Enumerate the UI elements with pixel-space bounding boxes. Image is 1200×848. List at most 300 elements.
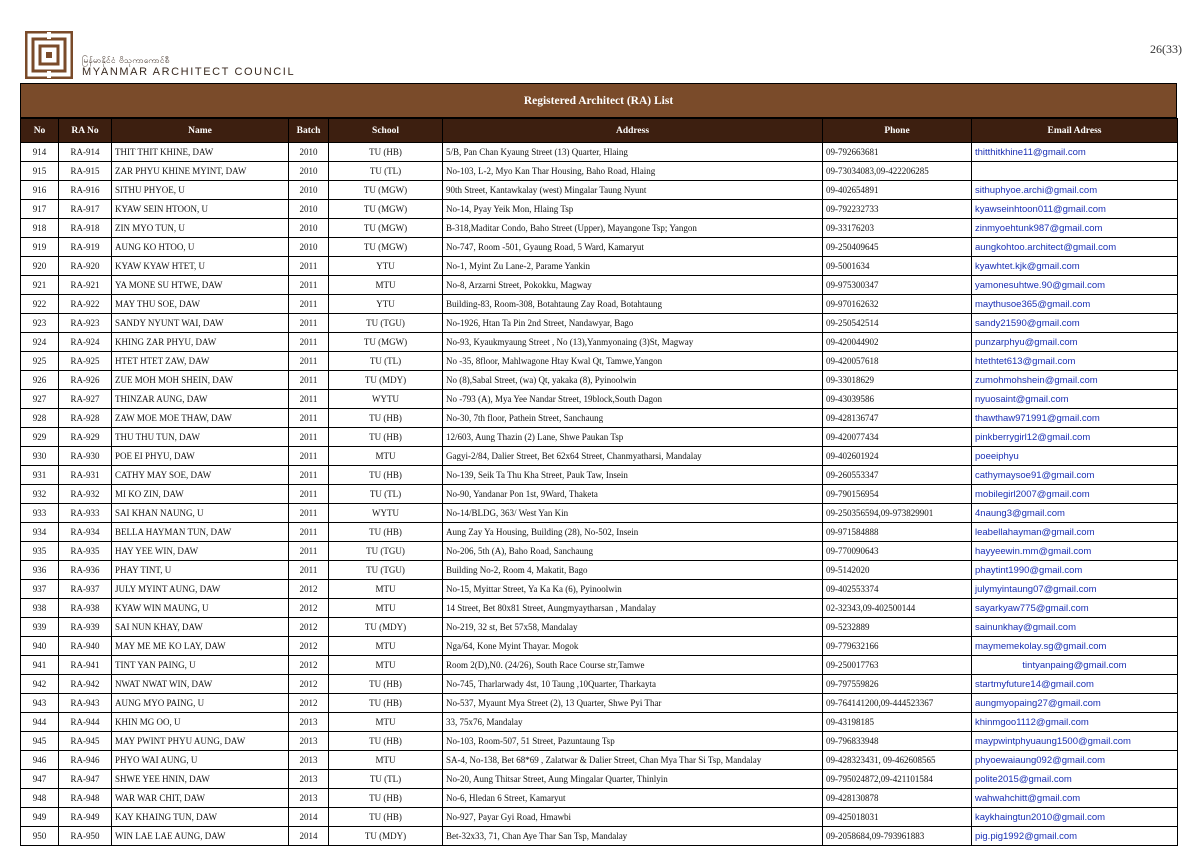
cell-address: No-1926, Htan Ta Pin 2nd Street, Nandawyar, Bago [443, 314, 823, 333]
cell-name: ZUE MOH MOH SHEIN, DAW [112, 371, 289, 390]
cell-batch: 2011 [289, 295, 329, 314]
cell-address: Bet-32x33, 71, Chan Aye Thar San Tsp, Mandalay [443, 827, 823, 846]
cell-name: KHIN MG OO, U [112, 713, 289, 732]
cell-phone: 09-428130878 [823, 789, 972, 808]
cell-address: No -793 (A), Mya Yee Nandar Street, 19block,South Dagon [443, 390, 823, 409]
cell-ra-no: RA-923 [59, 314, 112, 333]
table-row [21, 257, 1178, 276]
cell-address: No-14/BLDG, 363/ West Yan Kin [443, 504, 823, 523]
cell-batch: 2012 [289, 618, 329, 637]
table-row [21, 200, 1178, 219]
cell-batch: 2012 [289, 580, 329, 599]
cell-email[interactable]: khinmgoo1112@gmail.com [972, 713, 1178, 732]
cell-school: TU (MDY) [329, 618, 443, 637]
cell-no: 943 [21, 694, 59, 713]
cell-name: MI KO ZIN, DAW [112, 485, 289, 504]
column-header-no: No [21, 119, 59, 143]
cell-email[interactable]: thawthaw971991@gmail.com [972, 409, 1178, 428]
cell-batch: 2011 [289, 447, 329, 466]
cell-no: 918 [21, 219, 59, 238]
cell-address: Building-83, Room-308, Botahtaung Zay Road, Botahtaung [443, 295, 823, 314]
cell-email[interactable]: sandy21590@gmail.com [972, 314, 1178, 333]
cell-email[interactable]: kyawseinhtoon011@gmail.com [972, 200, 1178, 219]
table-row [21, 808, 1178, 827]
table-row [21, 219, 1178, 238]
cell-address: 5/B, Pan Chan Kyaung Street (13) Quarter, Hlaing [443, 143, 823, 162]
cell-address: No-15, Myittar Street, Ya Ka Ka (6), Pyinoolwin [443, 580, 823, 599]
cell-no: 941 [21, 656, 59, 675]
cell-name: WAR WAR CHIT, DAW [112, 789, 289, 808]
cell-address: No-206, 5th (A), Baho Road, Sanchaung [443, 542, 823, 561]
table-row [21, 428, 1178, 447]
cell-ra-no: RA-948 [59, 789, 112, 808]
cell-email[interactable]: mobilegirl2007@gmail.com [972, 485, 1178, 504]
cell-no: 940 [21, 637, 59, 656]
cell-no: 932 [21, 485, 59, 504]
cell-school: TU (HB) [329, 732, 443, 751]
cell-no: 942 [21, 675, 59, 694]
cell-no: 936 [21, 561, 59, 580]
cell-name: MAY ME ME KO LAY, DAW [112, 637, 289, 656]
cell-email: poeeiphyu [972, 447, 1178, 466]
cell-batch: 2010 [289, 200, 329, 219]
table-row [21, 637, 1178, 656]
cell-school: TU (TGU) [329, 542, 443, 561]
cell-school: TU (TGU) [329, 314, 443, 333]
cell-phone: 09-971584888 [823, 523, 972, 542]
cell-email[interactable]: polite2015@gmail.com [972, 770, 1178, 789]
table-row [21, 295, 1178, 314]
cell-school: TU (MDY) [329, 827, 443, 846]
cell-no: 949 [21, 808, 59, 827]
cell-school: TU (MGW) [329, 219, 443, 238]
cell-name: ZAR PHYU KHINE MYINT, DAW [112, 162, 289, 181]
cell-phone: 09-425018031 [823, 808, 972, 827]
cell-email[interactable]: pinkberrygirl12@gmail.com [972, 428, 1178, 447]
cell-email[interactable]: tintyanpaing@gmail.com [972, 656, 1178, 675]
cell-ra-no: RA-931 [59, 466, 112, 485]
cell-address: No-93, Kyaukmyaung Street , No (13),Yanmyonaing (3)St, Magway [443, 333, 823, 352]
cell-no: 946 [21, 751, 59, 770]
cell-name: HAY YEE WIN, DAW [112, 542, 289, 561]
column-header-name: Name [112, 119, 289, 143]
table-row [21, 732, 1178, 751]
cell-email[interactable]: maypwintphyuaung1500@gmail.com [972, 732, 1178, 751]
column-header-batch: Batch [289, 119, 329, 143]
org-name-mm: မြန်မာနိုင်ငံ ဗိသုကာကောင်စီ [82, 56, 170, 65]
cell-no: 927 [21, 390, 59, 409]
table-row [21, 238, 1178, 257]
cell-school: TU (TGU) [329, 561, 443, 580]
cell-phone: 09-402654891 [823, 181, 972, 200]
cell-address: No-927, Payar Gyi Road, Hmawbi [443, 808, 823, 827]
cell-email[interactable]: thitthitkhine11@gmail.com [972, 143, 1178, 162]
cell-address: Aung Zay Ya Housing, Building (28), No-502, Insein [443, 523, 823, 542]
cell-ra-no: RA-919 [59, 238, 112, 257]
cell-ra-no: RA-925 [59, 352, 112, 371]
cell-phone: 09-5001634 [823, 257, 972, 276]
cell-ra-no: RA-922 [59, 295, 112, 314]
cell-no: 921 [21, 276, 59, 295]
cell-phone: 09-420044902 [823, 333, 972, 352]
column-header-address: Address [443, 119, 823, 143]
table-row [21, 542, 1178, 561]
cell-phone: 09-795024872,09-421101584 [823, 770, 972, 789]
cell-batch: 2013 [289, 789, 329, 808]
cell-name: TINT YAN PAING, U [112, 656, 289, 675]
cell-batch: 2010 [289, 219, 329, 238]
column-header-ra-no: RA No [59, 119, 112, 143]
cell-name: THIT THIT KHINE, DAW [112, 143, 289, 162]
table-row [21, 675, 1178, 694]
cell-ra-no: RA-921 [59, 276, 112, 295]
cell-batch: 2011 [289, 352, 329, 371]
cell-email[interactable]: julymyintaung07@gmail.com [972, 580, 1178, 599]
cell-address: 14 Street, Bet 80x81 Street, Aungmyaytharsan , Mandalay [443, 599, 823, 618]
table-row [21, 390, 1178, 409]
cell-batch: 2012 [289, 675, 329, 694]
cell-batch: 2011 [289, 333, 329, 352]
cell-phone: 09-420077434 [823, 428, 972, 447]
cell-school: MTU [329, 447, 443, 466]
cell-name: MAY PWINT PHYU AUNG, DAW [112, 732, 289, 751]
cell-email[interactable]: hayyeewin.mm@gmail.com [972, 542, 1178, 561]
cell-batch: 2011 [289, 409, 329, 428]
table-row [21, 333, 1178, 352]
cell-ra-no: RA-950 [59, 827, 112, 846]
cell-email[interactable]: nyuosaint@gmail.com [972, 390, 1178, 409]
cell-batch: 2011 [289, 523, 329, 542]
cell-batch: 2012 [289, 694, 329, 713]
cell-phone: 09-5142020 [823, 561, 972, 580]
cell-address: No-219, 32 st, Bet 57x58, Mandalay [443, 618, 823, 637]
cell-batch: 2013 [289, 713, 329, 732]
cell-batch: 2011 [289, 276, 329, 295]
cell-ra-no: RA-920 [59, 257, 112, 276]
cell-name: KHING ZAR PHYU, DAW [112, 333, 289, 352]
cell-ra-no: RA-933 [59, 504, 112, 523]
cell-phone: 02-32343,09-402500144 [823, 599, 972, 618]
table-row [21, 827, 1178, 846]
cell-email[interactable]: htethtet613@gmail.com [972, 352, 1178, 371]
cell-no: 933 [21, 504, 59, 523]
cell-phone: 09-428136747 [823, 409, 972, 428]
cell-batch: 2011 [289, 485, 329, 504]
cell-batch: 2013 [289, 751, 329, 770]
cell-name: ZIN MYO TUN, U [112, 219, 289, 238]
cell-ra-no: RA-934 [59, 523, 112, 542]
table-row [21, 504, 1178, 523]
cell-ra-no: RA-927 [59, 390, 112, 409]
cell-address: No -35, 8floor, Mahlwagone Htay Kwal Qt, Tamwe,Yangon [443, 352, 823, 371]
cell-name: SITHU PHYOE, U [112, 181, 289, 200]
cell-phone: 09-43039586 [823, 390, 972, 409]
cell-school: TU (TL) [329, 770, 443, 789]
cell-email[interactable]: phyoewaiaung092@gmail.com [972, 751, 1178, 770]
cell-name: KYAW SEIN HTOON, U [112, 200, 289, 219]
cell-email[interactable]: zumohmohshein@gmail.com [972, 371, 1178, 390]
cell-email[interactable]: sainunkhay@gmail.com [972, 618, 1178, 637]
cell-no: 931 [21, 466, 59, 485]
table-row [21, 713, 1178, 732]
cell-name: KYAW WIN MAUNG, U [112, 599, 289, 618]
cell-school: TU (HB) [329, 428, 443, 447]
page-number: 26(33) [1150, 42, 1182, 56]
cell-batch: 2013 [289, 732, 329, 751]
cell-school: TU (HB) [329, 143, 443, 162]
cell-school: TU (HB) [329, 466, 443, 485]
cell-batch: 2010 [289, 181, 329, 200]
cell-phone: 09-792232733 [823, 200, 972, 219]
table-row [21, 694, 1178, 713]
table-header-row [21, 119, 1178, 143]
cell-phone: 09-428323431, 09-462608565 [823, 751, 972, 770]
cell-phone: 09-764141200,09-444523367 [823, 694, 972, 713]
cell-ra-no: RA-915 [59, 162, 112, 181]
cell-batch: 2012 [289, 637, 329, 656]
cell-address: No-103, Room-507, 51 Street, Pazuntaung Tsp [443, 732, 823, 751]
cell-email[interactable]: yamonesuhtwe.90@gmail.com [972, 276, 1178, 295]
cell-address: B-318,Maditar Condo, Baho Street (Upper), Mayangone Tsp; Yangon [443, 219, 823, 238]
cell-no: 926 [21, 371, 59, 390]
table-row [21, 523, 1178, 542]
cell-no: 919 [21, 238, 59, 257]
cell-email[interactable]: maymemekolay.sg@gmail.com [972, 637, 1178, 656]
cell-address: 90th Street, Kantawkalay (west) Mingalar Taung Nyunt [443, 181, 823, 200]
cell-email[interactable]: leabellahayman@gmail.com [972, 523, 1178, 542]
cell-school: TU (HB) [329, 409, 443, 428]
cell-no: 934 [21, 523, 59, 542]
cell-batch: 2011 [289, 390, 329, 409]
cell-email[interactable]: sithuphyoe.archi@gmail.com [972, 181, 1178, 200]
cell-school: TU (HB) [329, 789, 443, 808]
cell-school: TU (HB) [329, 523, 443, 542]
cell-name: AUNG KO HTOO, U [112, 238, 289, 257]
cell-email[interactable]: pig.pig1992@gmail.com [972, 827, 1178, 846]
cell-email[interactable]: kaykhaingtun2010@gmail.com [972, 808, 1178, 827]
cell-ra-no: RA-946 [59, 751, 112, 770]
cell-school: WYTU [329, 390, 443, 409]
cell-email[interactable]: 4naung3@gmail.com [972, 504, 1178, 523]
cell-phone: 09-975300347 [823, 276, 972, 295]
table-row [21, 599, 1178, 618]
cell-name: AUNG MYO PAING, U [112, 694, 289, 713]
cell-name: BELLA HAYMAN TUN, DAW [112, 523, 289, 542]
cell-email[interactable]: sayarkyaw775@gmail.com [972, 599, 1178, 618]
cell-name: WIN LAE LAE AUNG, DAW [112, 827, 289, 846]
cell-name: SAI KHAN NAUNG, U [112, 504, 289, 523]
cell-ra-no: RA-930 [59, 447, 112, 466]
table-row [21, 789, 1178, 808]
cell-email[interactable]: zinmyoehtunk987@gmail.com [972, 219, 1178, 238]
cell-phone: 09-796833948 [823, 732, 972, 751]
cell-phone: 09-73034083,09-422206285 [823, 162, 972, 181]
cell-address: Building No-2, Room 4, Makatit, Bago [443, 561, 823, 580]
cell-phone: 09-33018629 [823, 371, 972, 390]
cell-batch: 2014 [289, 827, 329, 846]
cell-no: 938 [21, 599, 59, 618]
cell-batch: 2011 [289, 542, 329, 561]
cell-address: Room 2(D),N0. (24/26), South Race Course str,Tamwe [443, 656, 823, 675]
cell-no: 925 [21, 352, 59, 371]
cell-batch: 2011 [289, 561, 329, 580]
table-row [21, 447, 1178, 466]
cell-ra-no: RA-916 [59, 181, 112, 200]
cell-name: SAI NUN KHAY, DAW [112, 618, 289, 637]
cell-ra-no: RA-938 [59, 599, 112, 618]
cell-no: 947 [21, 770, 59, 789]
cell-ra-no: RA-940 [59, 637, 112, 656]
cell-email[interactable]: punzarphyu@gmail.com [972, 333, 1178, 352]
cell-email[interactable]: phaytint1990@gmail.com [972, 561, 1178, 580]
cell-school: TU (TL) [329, 485, 443, 504]
cell-name: JULY MYINT AUNG, DAW [112, 580, 289, 599]
cell-school: TU (HB) [329, 694, 443, 713]
table-row [21, 409, 1178, 428]
architect-table [20, 118, 1178, 846]
cell-school: TU (MDY) [329, 371, 443, 390]
cell-phone: 09-402553374 [823, 580, 972, 599]
cell-ra-no: RA-941 [59, 656, 112, 675]
cell-phone: 09-43198185 [823, 713, 972, 732]
cell-school: TU (MGW) [329, 333, 443, 352]
table-row [21, 580, 1178, 599]
column-header-email: Email Adress [972, 119, 1178, 143]
cell-address: No-1, Myint Zu Lane-2, Parame Yankin [443, 257, 823, 276]
cell-no: 945 [21, 732, 59, 751]
cell-name: SHWE YEE HNIN, DAW [112, 770, 289, 789]
cell-ra-no: RA-944 [59, 713, 112, 732]
cell-no: 917 [21, 200, 59, 219]
cell-no: 922 [21, 295, 59, 314]
cell-school: TU (MGW) [329, 181, 443, 200]
cell-batch: 2012 [289, 656, 329, 675]
cell-name: MAY THU SOE, DAW [112, 295, 289, 314]
cell-ra-no: RA-939 [59, 618, 112, 637]
cell-no: 924 [21, 333, 59, 352]
cell-batch: 2010 [289, 162, 329, 181]
table-row [21, 371, 1178, 390]
cell-no: 944 [21, 713, 59, 732]
table-row [21, 181, 1178, 200]
cell-phone: 09-779632166 [823, 637, 972, 656]
cell-ra-no: RA-917 [59, 200, 112, 219]
cell-email[interactable]: startmyfuture14@gmail.com [972, 675, 1178, 694]
cell-ra-no: RA-928 [59, 409, 112, 428]
cell-address: SA-4, No-138, Bet 68*69 , Zalatwar & Dalier Street, Chan Mya Thar Si Tsp, Mandalay [443, 751, 823, 770]
cell-school: MTU [329, 580, 443, 599]
cell-ra-no: RA-943 [59, 694, 112, 713]
cell-no: 929 [21, 428, 59, 447]
cell-batch: 2011 [289, 314, 329, 333]
cell-address: No-30, 7th floor, Pathein Street, Sanchaung [443, 409, 823, 428]
cell-school: TU (TL) [329, 162, 443, 181]
cell-email[interactable]: kyawhtet.kjk@gmail.com [972, 257, 1178, 276]
cell-phone: 09-260553347 [823, 466, 972, 485]
table-row [21, 143, 1178, 162]
cell-address: No-14, Pyay Yeik Mon, Hlaing Tsp [443, 200, 823, 219]
cell-ra-no: RA-914 [59, 143, 112, 162]
cell-phone: 09-2058684,09-793961883 [823, 827, 972, 846]
cell-batch: 2010 [289, 143, 329, 162]
cell-email[interactable]: aungkohtoo.architect@gmail.com [972, 238, 1178, 257]
cell-school: TU (TL) [329, 352, 443, 371]
cell-address: 12/603, Aung Thazin (2) Lane, Shwe Paukan Tsp [443, 428, 823, 447]
table-row [21, 276, 1178, 295]
cell-name: YA MONE SU HTWE, DAW [112, 276, 289, 295]
cell-ra-no: RA-949 [59, 808, 112, 827]
cell-phone: 09-770090643 [823, 542, 972, 561]
cell-email[interactable]: wahwahchitt@gmail.com [972, 789, 1178, 808]
table-row [21, 770, 1178, 789]
cell-name: ZAW MOE MOE THAW, DAW [112, 409, 289, 428]
org-name-en: MYANMAR ARCHITECT COUNCIL [82, 66, 296, 78]
cell-email[interactable]: maythusoe365@gmail.com [972, 295, 1178, 314]
cell-name: THINZAR AUNG, DAW [112, 390, 289, 409]
cell-address: No (8),Sabal Street, (wa) Qt, yakaka (8), Pyinoolwin [443, 371, 823, 390]
cell-phone: 09-792663681 [823, 143, 972, 162]
table-row [21, 485, 1178, 504]
cell-batch: 2011 [289, 466, 329, 485]
cell-phone: 09-420057618 [823, 352, 972, 371]
cell-no: 948 [21, 789, 59, 808]
cell-batch: 2011 [289, 257, 329, 276]
cell-name: POE EI PHYU, DAW [112, 447, 289, 466]
cell-ra-no: RA-942 [59, 675, 112, 694]
cell-ra-no: RA-935 [59, 542, 112, 561]
cell-ra-no: RA-945 [59, 732, 112, 751]
cell-school: MTU [329, 751, 443, 770]
cell-name: HTET HTET ZAW, DAW [112, 352, 289, 371]
cell-no: 920 [21, 257, 59, 276]
cell-batch: 2012 [289, 599, 329, 618]
cell-address: No-6, Hledan 6 Street, Kamaryut [443, 789, 823, 808]
org-name [82, 56, 295, 79]
cell-address: 33, 75x76, Mandalay [443, 713, 823, 732]
cell-no: 915 [21, 162, 59, 181]
cell-name: KAY KHAING TUN, DAW [112, 808, 289, 827]
cell-batch: 2011 [289, 504, 329, 523]
cell-no: 923 [21, 314, 59, 333]
cell-school: MTU [329, 599, 443, 618]
cell-name: KYAW KYAW HTET, U [112, 257, 289, 276]
table-row [21, 618, 1178, 637]
table-row [21, 656, 1178, 675]
cell-batch: 2011 [289, 371, 329, 390]
cell-school: YTU [329, 257, 443, 276]
table-row [21, 751, 1178, 770]
cell-no: 914 [21, 143, 59, 162]
cell-address: Gagyi-2/84, Dalier Street, Bet 62x64 Street, Chanmyatharsi, Mandalay [443, 447, 823, 466]
cell-email[interactable]: cathymaysoe91@gmail.com [972, 466, 1178, 485]
cell-email[interactable]: aungmyopaing27@gmail.com [972, 694, 1178, 713]
table-row [21, 466, 1178, 485]
cell-address: No-90, Yandanar Pon 1st, 9Ward, Thaketa [443, 485, 823, 504]
cell-address: No-103, L-2, Myo Kan Thar Housing, Baho Road, Hlaing [443, 162, 823, 181]
cell-address: No-747, Room -501, Gyaung Road, 5 Ward, Kamaryut [443, 238, 823, 257]
cell-phone: 09-790156954 [823, 485, 972, 504]
cell-address: No-745, Tharlarwady 4st, 10 Taung ,10Quarter, Tharkayta [443, 675, 823, 694]
cell-no: 939 [21, 618, 59, 637]
council-logo-icon [25, 31, 73, 79]
cell-phone: 09-250356594,09-973829901 [823, 504, 972, 523]
cell-ra-no: RA-932 [59, 485, 112, 504]
cell-no: 937 [21, 580, 59, 599]
cell-phone: 09-970162632 [823, 295, 972, 314]
table-row [21, 162, 1178, 181]
cell-name: THU THU TUN, DAW [112, 428, 289, 447]
table-title: Registered Architect (RA) List [20, 83, 1177, 118]
